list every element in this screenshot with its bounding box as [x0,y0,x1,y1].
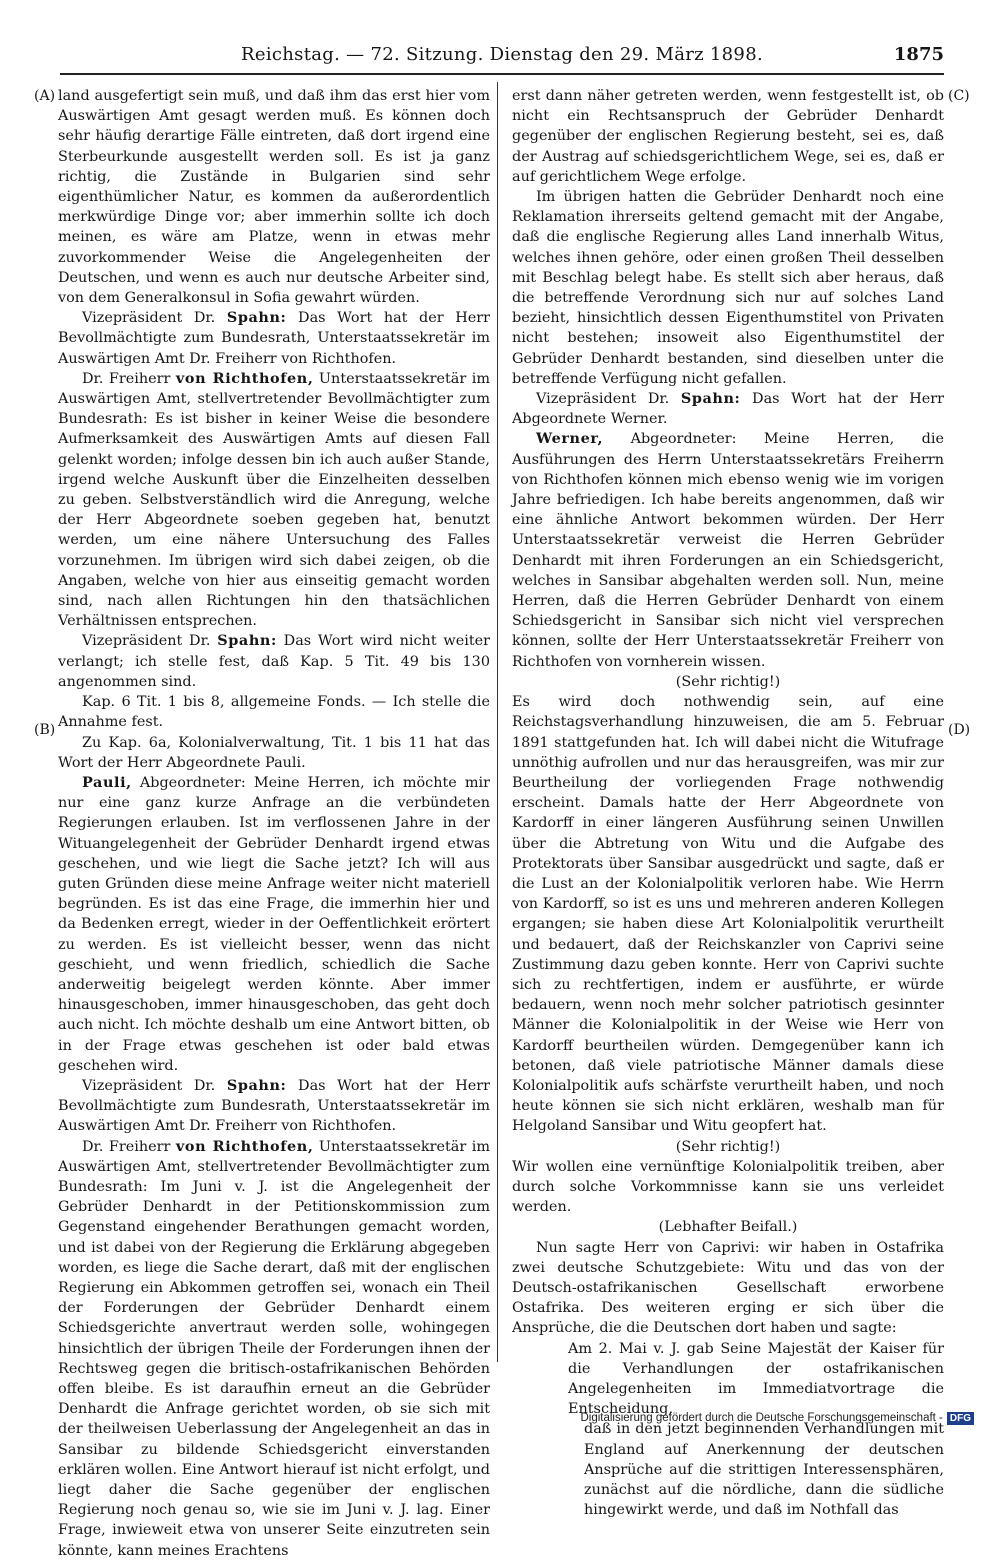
paragraph [58,369,490,632]
page-number: 1875 [893,44,944,65]
speaker-title: Dr. Freiherr [82,1138,171,1155]
paragraph [58,773,490,1076]
speaker-title: Vizepräsident Dr. [82,1077,216,1094]
header-rule [60,73,944,75]
digitization-credit [580,1412,974,1425]
margin-marker-a: (A) [34,88,56,104]
paragraph [512,429,944,671]
right-column [512,86,944,1520]
margin-marker-b: (B) [34,722,56,738]
margin-marker-d: (D) [948,722,971,738]
paragraph: erst dann näher getreten werden, wenn festgestellt ist, ob nicht ein Rechtsanspruch der Gebrüder Denhardt gegenüber der englischen Regierung besteht, sei es, daß der Austrag auf schiedsgerichtlichem Wege, sei es, daß er auf gerichtlichem Wege erfolge. [512,88,944,185]
speaker-name: Werner, [536,430,604,448]
paragraph: Zu Kap. 6a, Kolonialverwaltung, Tit. 1 bis 11 hat das Wort der Herr Abgeordnete Pauli. [58,734,490,771]
page-header [60,44,944,72]
paragraph [58,631,490,692]
speaker-name: von Richthofen, [175,369,314,387]
speaker-title: Vizepräsident Dr. [82,310,216,327]
paragraph-text: Unterstaatssekretär im Auswärtigen Amt, stellvertretender Bevollmächtigter zum Bundesrath: Im Juni v. J. ist die Angelegenheit der Gebrüder Denhardt in der Petitionskommission zum Gegenstand eingehender Berathungen gemacht worden, und ist dabei von der Regierung die Erklärung abgegeben worden, es liege die Sache derart, daß mit der englischen Regierung ein Abkommen getroffen sei, wonach ein Theil der Forderungen der Gebrüder Denhardt einem Schiedsgerichte anvertraut werden solle, wohingegen hinsichtlich der übrigen Theile der Forderungen ihnen der Rechtsweg gegen die britisch-ostafrikanischen Behörden offen bleibe. Es ist daraufhin erneut an die Gebrüder Denhardt die Anfrage gerichtet worden, ob sie sich mit der theilweisen Ueberlassung der Angelegenheit an das in Sansibar zu bildende Schiedsgericht einverstanden erklären wollen. Eine Antwort hierauf ist nicht erfolgt, und liegt daher die Sache gegenüber der englischen Regierung noch genau so, wie sie im Juni v. J. lag. Einer Frage, inwieweit etwa von unserer Seite einzutreten sein könnte, kann meines Erachtens [58,1138,490,1559]
speaker-title: Vizepräsident Dr. [82,633,211,650]
paragraph: Es wird doch nothwendig sein, auf eine Reichstagsverhandlung hinzuweisen, die am 5. Februar 1891 stattgefunden hat. Ich will dabei nicht die Witufrage unnöthig aufrollen und nur das herausgreifen, was mir zur Beurtheilung der vorliegenden Frage nothwendig erscheint. Damals hatte der Herr Abgeordnete von Kardorff in einer längeren Ausführung seinen Unwillen über die Abtretung von Witu und die Aufgabe des Protektorats über Sansibar ausgedrückt und sagte, daß er die Lust an der Kolonialpolitik verloren habe. Wie Herrn von Kardorff, so ist es uns und mehreren anderen Kollegen ergangen; sie haben diese Art Kolonialpolitik verurtheilt und bedauert, daß der Reichskanzler von Caprivi seine Zustimmung dazu geben konnte. Herr von Caprivi suchte sich zu rechtfertigen, indem er ausführte, er würde bedauern, wenn noch mehr solcher patriotisch gesinnter Männer die Kolonialpolitik in der Weise wie Herr von Kardorff beurtheilen würden. Demgegenüber kann ich betonen, daß viele patriotische Männer damals diese Kolonialpolitik aufs schärfste verurtheilt haben, und noch heute können sie sich nicht erklären, weshalb man für Helgoland Sansibar und Witu geopfert hat. [512,694,944,1135]
interjection: (Lebhafter Beifall.) [658,1219,798,1236]
speaker-name: Spahn: [226,1076,287,1094]
paragraph-text: Unterstaatssekretär im Auswärtigen Amt, stellvertretender Bevollmächtigter zum Bundesrath: Es ist bisher in keiner Weise die besondere Aufmerksamkeit des Auswärtigen Amts auf diesen Fall gelenkt worden; infolge dessen bin ich auch außer Stande, irgend welche Auskunft über die Einzelheiten desselben zu geben. Selbstverständlich wird die Anregung, welche der Herr Abgeordnete soeben gegeben hat, benutzt werden, um eine nähere Untersuchung des Falles vorzunehmen. Im übrigen wird sich dabei zeigen, ob die Angaben, welche von hier aus einseitig gemacht worden sind, nach allen Richtungen hin den thatsächlichen Verhältnissen entsprechen. [58,370,490,630]
paragraph: land ausgefertigt sein muß, und daß ihm das erst hier vom Auswärtigen Amt gesagt werden muß. Es können doch sehr häufig derartige Fälle eintreten, daß dort irgend eine Sterbeurkunde ausgestellt werden soll. Es ist ja ganz richtig, die Zustände in Bulgarien sind sehr eigenthümlicher Natur, es kommen da außerordentlich merkwürdige Dinge vor; aber immerhin sollte ich doch meinen, es wäre am Platze, wenn in etwas mehr zuvorkommender Weise die Angelegenheiten der Deutschen, und wenn es auch nur deutsche Arbeiter sind, von dem Generalkonsul in Sofia gewahrt würden. [58,88,490,307]
margin-marker-c: (C) [948,88,970,104]
speaker-title: Vizepräsident Dr. [536,391,670,408]
paragraph-text: Abgeordneter: Meine Herren, ich möchte mir nur eine ganz kurze Anfrage an die verbündeten Regierungen erlauben. Ist im verflossenen Jahre in der Wituangelegenheit der Gebrüder Denhardt irgend etwas geschehen, und wie liegt die Sache jetzt? Ich will aus guten Gründen diese meine Anfrage weiter nicht materiell begründen. Es ist das eine Frage, die immerhin hier und da Bedenken erregt, wieder in der Oeffentlichkeit erörtert zu werden. Es ist vielleicht besser, wenn das nicht geschieht, und wenn friedlich, schiedlich die Sache anderweitig beigelegt werden könnte. Aber immer hinausgeschoben, immer hinausgeschoben, das geht doch auch nicht. Ich möchte deshalb um eine Antwort bitten, ob in der Frage etwas geschehen ist oder bald etwas geschehen wird. [58,774,490,1074]
header-title: Reichstag. — 72. Sitzung. Dienstag den 29. März 1898. [241,44,763,65]
paragraph-text: Das Wort hat der Herr Abgeordnete Werner. [512,391,945,428]
speaker-name: Spahn: [217,632,277,650]
speaker-name: Pauli, [82,773,132,791]
footer-text: Digitalisierung gefördert durch die Deutsche Forschungsgemeinschaft - [580,1412,943,1424]
left-column [58,86,490,1561]
speaker-title: Dr. Freiherr [82,370,171,387]
paragraph: Kap. 6 Tit. 1 bis 8, allgemeine Fonds. — Ich stelle die Annahme fest. [58,694,490,731]
quoted-paragraph: daß in den jetzt beginnenden Verhandlungen mit England auf Anerkennung der deutschen Ansprüche auf die strittigen Interessensphären, zunächst auf die nördliche, dann die südliche hingewirkt werde, und daß im Nothfall das [584,1421,944,1519]
paragraph-text: Das Wort wird nicht weiter verlangt; ich stelle fest, daß Kap. 5 Tit. 49 bis 130 angenommen sind. [58,633,490,690]
paragraph [512,389,944,429]
speaker-name: Spahn: [680,390,741,408]
quoted-paragraph: Am 2. Mai v. J. gab Seine Majestät der Kaiser für die Verhandlungen der ostafrikanischen Angelegenheiten im Immediatvortrage die Entscheidung, [568,1340,944,1418]
dfg-logo: DFG [947,1412,974,1425]
interjection: (Sehr richtig!) [675,1138,781,1155]
paragraph: Wir wollen eine vernünftige Kolonialpolitik treiben, aber durch solche Vorkommnisse kann sie uns verleidet werden. [512,1158,944,1216]
paragraph: Nun sagte Herr von Caprivi: wir haben in Ostafrika zwei deutsche Schutzgebiete: Witu und das von der Deutsch-ostafrikanischen Gesellschaft erworbene Ostafrika. Des weiteren erging er sich über die Ansprüche, die die Deutschen dort haben und sagte: [512,1239,944,1337]
paragraph-text: Das Wort hat der Herr Bevollmächtigte zum Bundesrath, Unterstaatssekretär im Auswärtigen Amt Dr. Freiherr von Richthofen. [58,1077,491,1135]
paragraph-text: Das Wort hat der Herr Bevollmächtigte zum Bundesrath, Unterstaatssekretär im Auswärtigen Amt Dr. Freiherr von Richthofen. [58,310,491,367]
speaker-name: von Richthofen, [175,1137,314,1155]
speaker-name: Spahn: [226,309,287,327]
column-divider [497,82,498,1362]
paragraph-text: Abgeordneter: Meine Herren, die Ausführungen des Herrn Unterstaatssekretärs Freiherrn von Richthofen können mich ebenso wenig wie im vorigen Jahre befriedigen. Ich habe bereits angenommen, daß wir eine ähnliche Antwort bekommen würden. Der Herr Unterstaatssekretär verweist die Herren Gebrüder Denhardt mit ihren Forderungen an ein Schiedsgericht, welches in Sansibar abgehalten werden soll. Nun, meine Herren, daß die Herren Gebrüder Denhardt von einem Schiedsgericht in Sansibar sich nicht viel versprechen können, sollte der Herr Unterstaatssekretär Freiherr von Richthofen von vornherein wissen. [512,431,944,670]
paragraph: Im übrigen hatten die Gebrüder Denhardt noch eine Reklamation ihrerseits geltend gemacht mit der Angabe, daß die englische Regierung alles Land innerhalb Witus, welches ihnen gehöre, oder einen großen Theil desselben mit Beschlag belegt habe. Es stellt sich aber heraus, daß die betreffende Verordnung sich nur auf solches Land bezieht, hinsichtlich dessen Eigenthumstitel von Privaten nicht bestehen; insoweit also Eigenthumstitel der Gebrüder Denhardt bestanden, sind dieselben unter die betreffende Verfügung nicht gefallen. [512,189,944,387]
paragraph [58,1137,490,1561]
paragraph [58,1076,490,1137]
paragraph [58,308,490,369]
interjection: (Sehr richtig!) [675,673,781,690]
